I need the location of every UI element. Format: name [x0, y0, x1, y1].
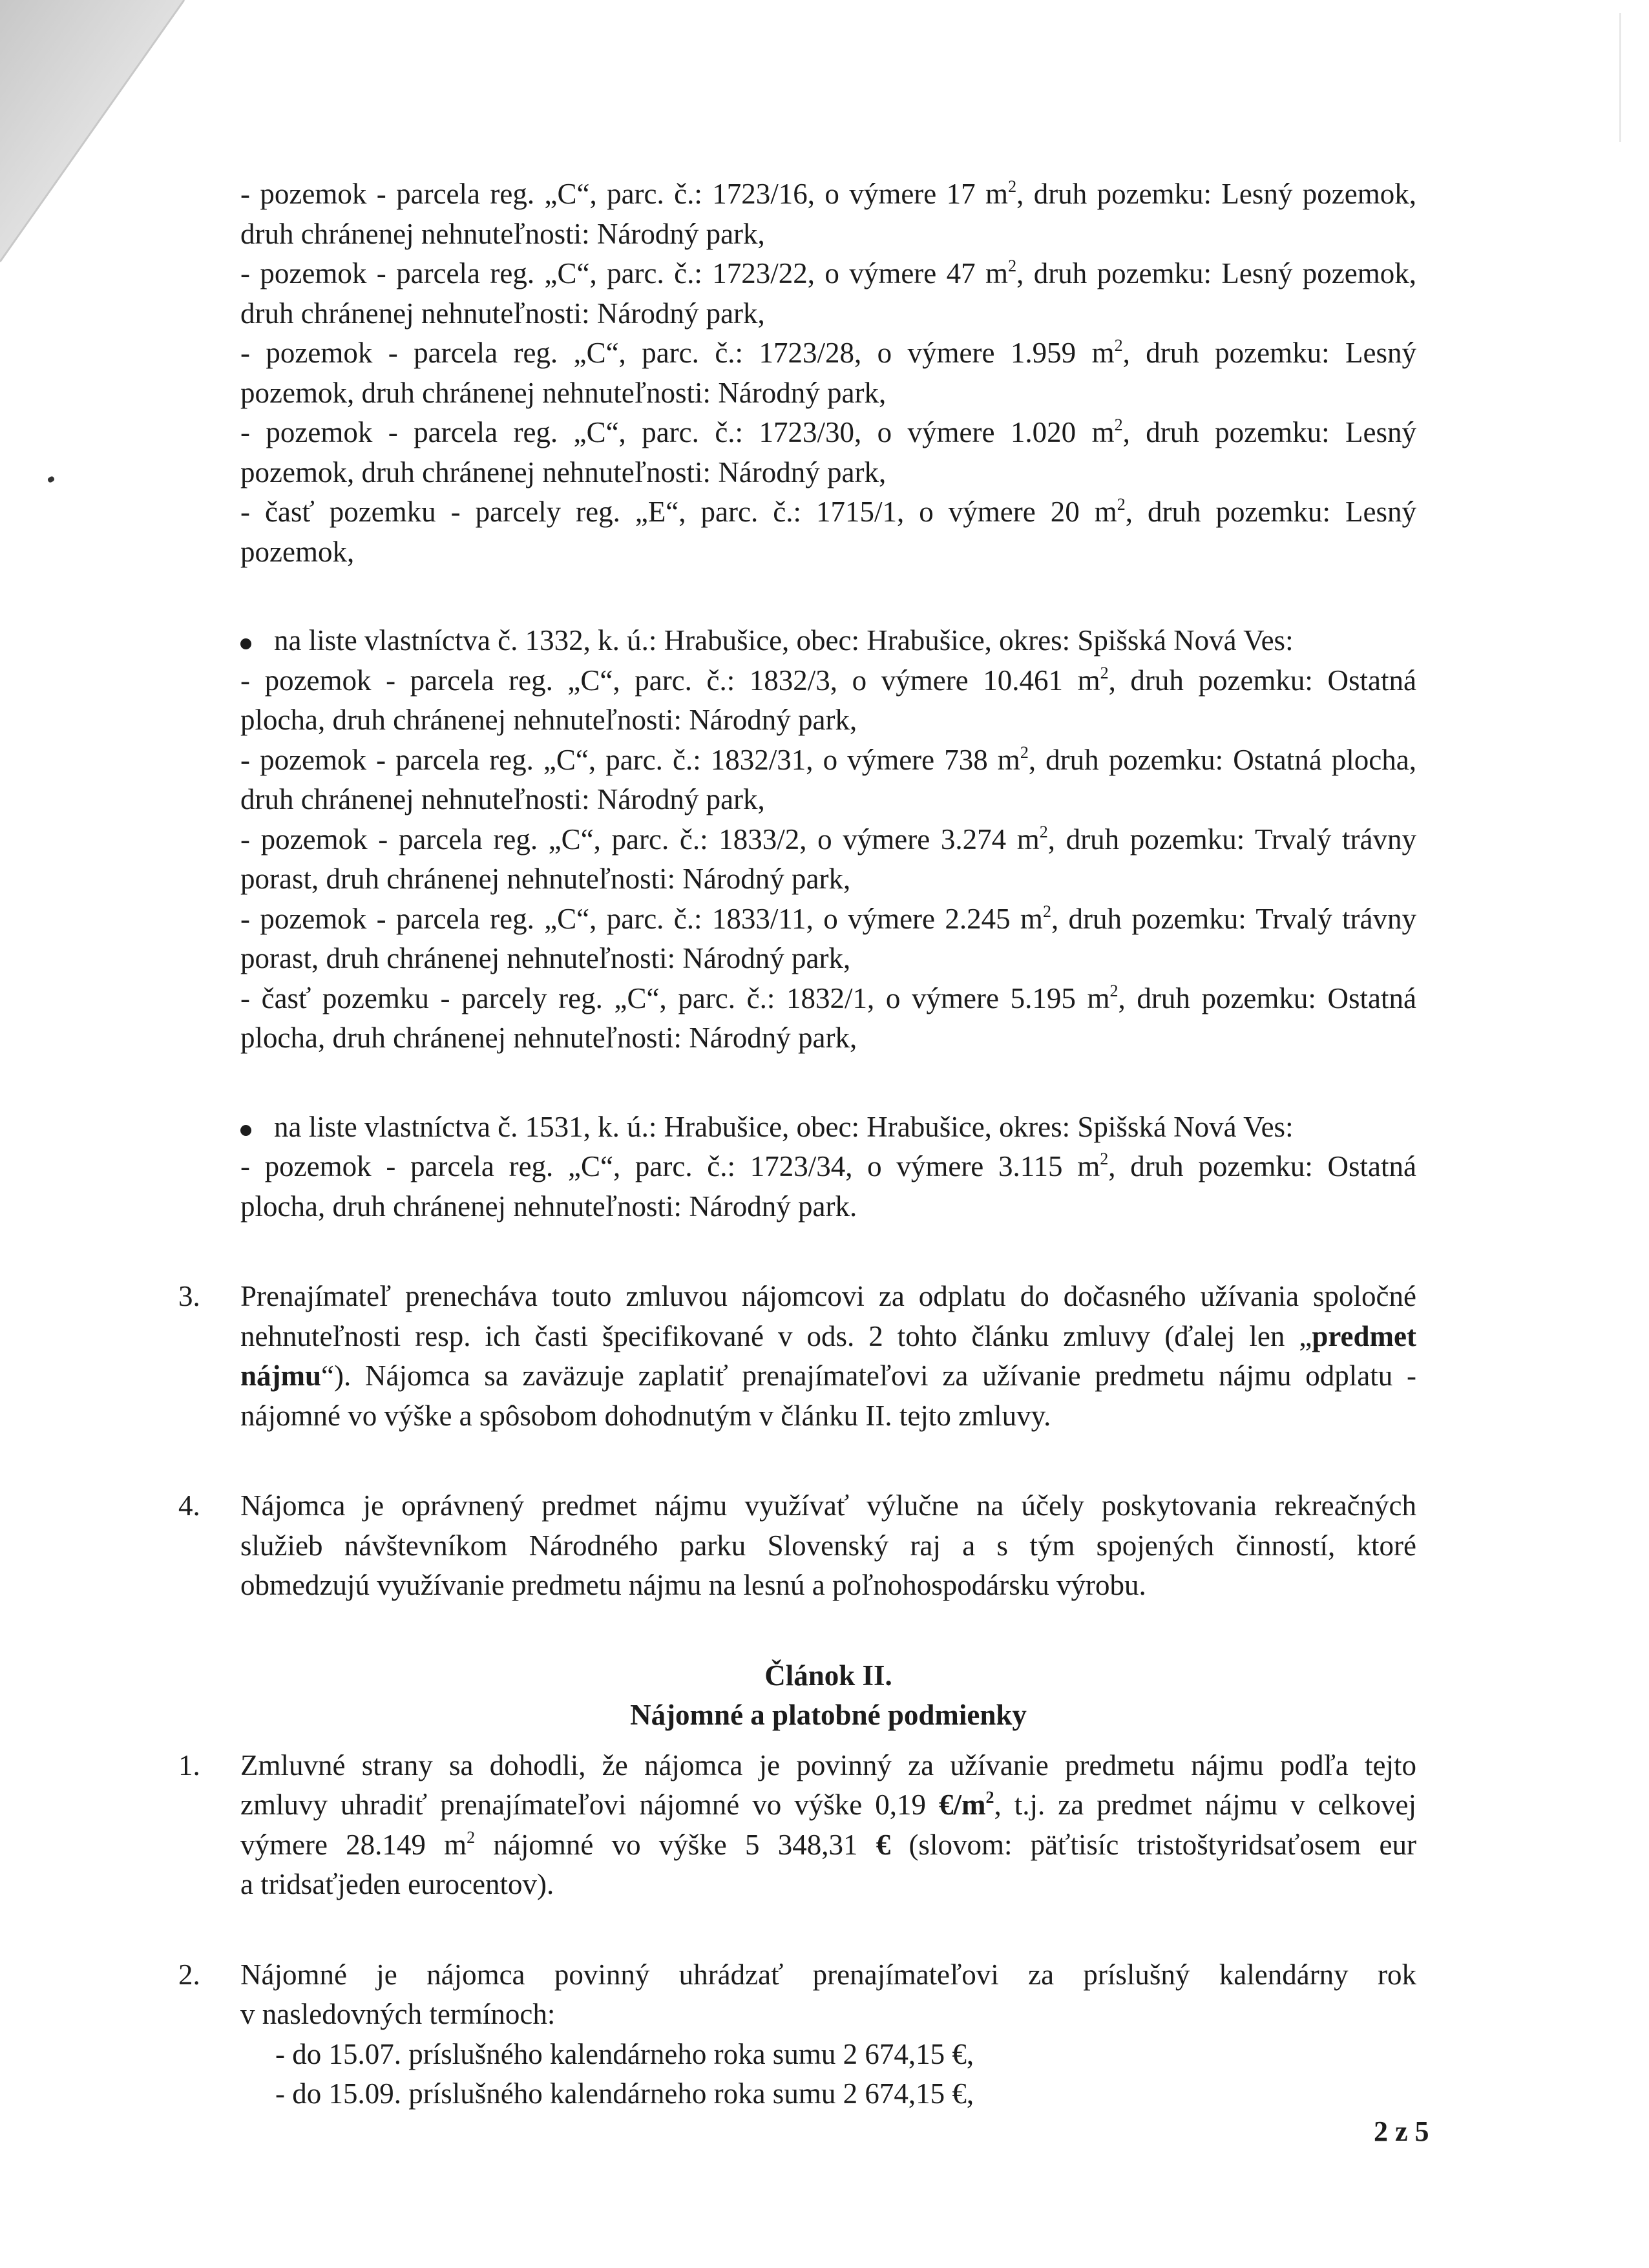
parcel-entry: - pozemok - parcela reg. „C“, parc. č.: 1723/22, o výmere 47 $m^2$, druh pozemku: Lesný pozemok, druh chránenej nehnuteľnosti: Národný park,	[240, 257, 1416, 330]
scan-speck	[47, 476, 56, 483]
paragraph-number: 4.	[178, 1489, 200, 1522]
scan-edge-line	[1619, 13, 1621, 142]
parcel-entry: - pozemok - parcela reg. „C“, parc. č.: 1832/3, o výmere 10.461 $m^2$, druh pozemku: Ostatná plocha, druh chránenej nehnuteľnosti: Národný park,	[240, 663, 1416, 736]
paragraph-3: 3. Prenajímateľ prenecháva touto zmluvou nájomcovi za odplatu do dočasného užívania spoločné nehnuteľnosti resp. ich časti špecifikované v ods. 2 tohto článku zmluvy (ďalej len „predmet nájmu“). Nájomca sa zaväzuje zaplatiť prenajímateľovi za užívanie predmetu nájmu odplatu - nájomné vo výške a spôsobom dohodnutým v článku II. tejto zmluvy.	[240, 1277, 1416, 1436]
parcel-entry: - pozemok - parcela reg. „C“, parc. č.: 1833/2, o výmere 3.274 $m^2$, druh pozemku: Trvalý trávny porast, druh chránenej nehnuteľnosti: Národný park,	[240, 822, 1416, 895]
parcel-entry: - pozemok - parcela reg. „C“, parc. č.: 1723/16, o výmere 17 $m^2$, druh pozemku: Lesný pozemok, druh chránenej nehnuteľnosti: Národný park,	[240, 177, 1416, 250]
paragraph-number: 2.	[178, 1958, 200, 1991]
paragraph-4: 4. Nájomca je oprávnený predmet nájmu využívať výlučne na účely poskytovania rekreačných služieb návštevníkom Národného parku Slovenský raj a s tým spojených činností, ktoré obmedzujú využívanie predmetu nájmu na lesnú a poľnohospodársku výrobu.	[240, 1486, 1416, 1606]
article-subtitle: Nájomné a platobné podmienky	[630, 1699, 1027, 1731]
paragraph-number: 3.	[178, 1280, 200, 1312]
parcel-entry: - pozemok - parcela reg. „C“, parc. č.: 1723/28, o výmere 1.959 $m^2$, druh pozemku: Lesný pozemok, druh chránenej nehnuteľnosti: Národný park,	[240, 336, 1416, 409]
parcel-entry: - časť pozemku - parcely reg. „E“, parc. č.: 1715/1, o výmere 20 $m^2$, druh pozemku: Lesný pozemok,	[240, 495, 1417, 568]
bullet-icon	[240, 1125, 251, 1136]
parcel-entry: - pozemok - parcela reg. „C“, parc. č.: 1723/34, o výmere 3.115 $m^2$, druh pozemku: Ostatná plocha, druh chránenej nehnuteľnosti: Národný park.	[240, 1150, 1416, 1223]
parcel-entry: - pozemok - parcela reg. „C“, parc. č.: 1833/11, o výmere 2.245 $m^2$, druh pozemku: Trvalý trávny porast, druh chránenej nehnuteľnosti: Národný park,	[240, 901, 1417, 974]
parcel-entry: - pozemok - parcela reg. „C“, parc. č.: 1832/31, o výmere 738 $m^2$, druh pozemku: Ostatná plocha, druh chránenej nehnuteľnosti: Národný park,	[240, 742, 1416, 815]
parcel-list-2	[240, 661, 1416, 1058]
bullet-icon	[240, 638, 251, 649]
page-number: 2 z 5	[1374, 2116, 1429, 2147]
parcel-list-1	[240, 174, 1416, 572]
parcel-list-3	[240, 1147, 1416, 1226]
ownership-sheet-1531: na liste vlastníctva č. 1531, k. ú.: Hrabušice, obec: Hrabušice, okres: Spišská Nová Ves:	[240, 1108, 1416, 1148]
ownership-sheet-1332: na liste vlastníctva č. 1332, k. ú.: Hrabušice, obec: Hrabušice, okres: Spišská Nová Ves:	[240, 621, 1416, 661]
article-title: Článok II.	[764, 1659, 892, 1692]
document-body	[178, 174, 1417, 2114]
paragraph-number: 1.	[178, 1748, 200, 1781]
folded-corner-shadow	[0, 0, 194, 271]
payment-term: - do 15.09. príslušného kalendárneho roka sumu 2 674,15 €,	[275, 2077, 974, 2110]
article2-paragraph-1: 1. Zmluvné strany sa dohodli, že nájomca je povinný za užívanie predmetu nájmu podľa tejto zmluvy uhradiť prenajímateľovi nájomné vo výške 0,19 $€/m^2$, t.j. za predmet nájmu v celkovej výmere 28.149 $m^2$ nájomné vo výške 5 348,31 € (slovom: päťtisíc tristoštyridsaťosem eur a tridsaťjeden eurocentov).	[240, 1746, 1416, 1905]
article2-paragraph-2: 2. Nájomné je nájomca povinný uhrádzať prenajímateľovi za príslušný kalendárny rok v nasledovných termínoch: - do 15.07. príslušného kalendárneho roka sumu 2 674,15 €, - do 15.09. príslušného kalendárneho roka sumu 2 674,15 €,	[240, 1955, 1416, 2114]
parcel-entry: - pozemok - parcela reg. „C“, parc. č.: 1723/30, o výmere 1.020 $m^2$, druh pozemku: Lesný pozemok, druh chránenej nehnuteľnosti: Národný park,	[240, 415, 1416, 488]
payment-term: - do 15.07. príslušného kalendárneho roka sumu 2 674,15 €,	[275, 2037, 974, 2070]
parcel-entry: - časť pozemku - parcely reg. „C“, parc. č.: 1832/1, o výmere 5.195 $m^2$, druh pozemku: Ostatná plocha, druh chránenej nehnuteľnosti: Národný park,	[240, 981, 1416, 1054]
